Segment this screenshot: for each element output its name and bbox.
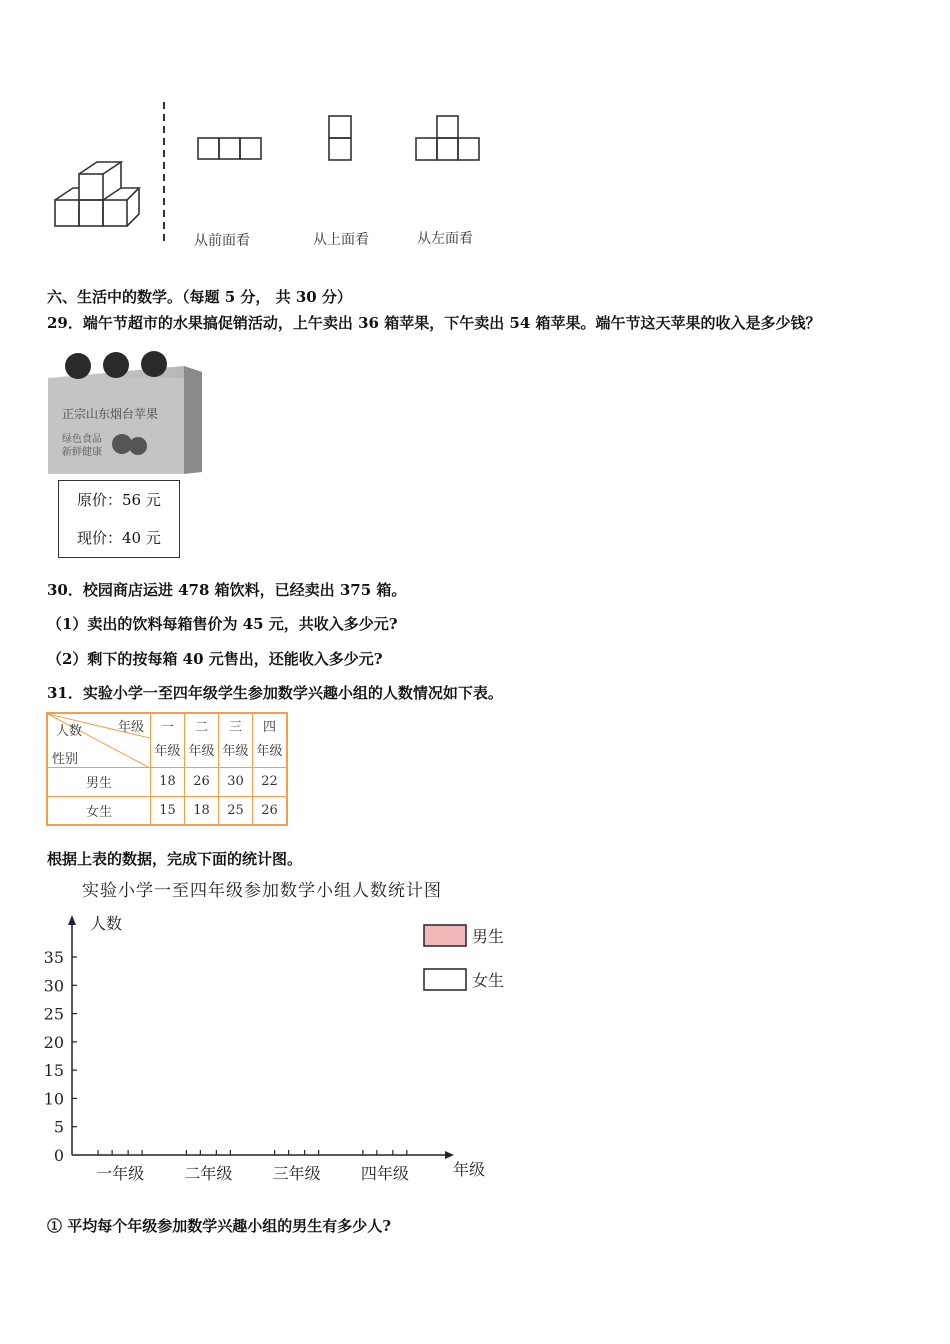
current-price: 现价：40 元 [77,529,161,547]
x-category-label: 四年级 [360,1164,409,1183]
corner-count: 人数 [56,724,83,739]
x-axis-arrow [445,1151,454,1159]
question-30-sub-2: （2）剩下的按每箱 40 元售出，还能收入多少元? [47,650,383,668]
original-price: 原价：56 元 [77,491,161,509]
legend-label: 男生 [472,927,505,946]
question-30: 30．校园商店运进 478 箱饮料，已经卖出 375 箱。 [47,581,407,599]
grade-header: 一 年级 [151,713,185,767]
question-31-part-1: ① 平均每个年级参加数学兴趣小组的男生有多少人? [47,1217,392,1235]
price-box [58,480,180,558]
table-corner-cell [47,713,151,767]
grade-header: 四 年级 [253,713,288,767]
legend-swatch [424,969,466,990]
table-cell: 22 [253,767,288,796]
left-view-label: 从左面看 [417,231,473,247]
y-tick-label: 5 [53,1117,64,1137]
table-cell: 18 [185,796,219,825]
apple-box-label-3: 新鲜健康 [62,447,102,458]
grade-header: 二 年级 [185,713,219,767]
question-30-sub-1: （1）卖出的饮料每箱售价为 45 元，共收入多少元? [47,615,398,633]
corner-gender: 性别 [52,752,79,767]
y-tick-label: 0 [53,1146,64,1165]
table-cell: 30 [219,767,253,796]
cube-stack-figure [50,100,160,235]
table-row [47,796,287,825]
table-cell: 18 [151,767,185,796]
row-label: 女生 [47,796,151,825]
section-heading: 六、生活中的数学。（每题 5 分， 共 30 分） [47,288,352,306]
row-label: 男生 [47,767,151,796]
apple-box-label-1: 正宗山东烟台苹果 [62,407,159,421]
left-view-shape [412,114,484,162]
y-tick-label: 20 [43,1032,64,1052]
y-axis-arrow [68,915,76,925]
chart-instruction: 根据上表的数据，完成下面的统计图。 [47,850,303,868]
table-cell: 15 [151,796,185,825]
table-row [47,767,287,796]
legend-label: 女生 [472,971,505,990]
grade-header: 三 年级 [219,713,253,767]
x-axis-label: 年级 [453,1160,486,1179]
table-cell: 26 [185,767,219,796]
front-view-shape [196,136,266,162]
x-category-label: 一年级 [96,1164,145,1183]
y-tick-label: 35 [43,948,64,967]
y-tick-label: 15 [43,1061,64,1081]
bar-chart [40,905,520,1195]
y-tick-label: 25 [43,1004,64,1024]
y-axis-label: 人数 [90,914,123,933]
corner-grade: 年级 [117,720,144,735]
x-category-label: 二年级 [184,1164,233,1183]
y-tick-label: 30 [43,976,64,996]
legend-swatch [424,925,466,946]
chart-title: 实验小学一至四年级参加数学小组人数统计图 [82,881,442,901]
front-view-label: 从前面看 [194,233,250,249]
x-category-label: 三年级 [272,1164,321,1183]
y-tick-label: 10 [43,1089,64,1109]
question-31: 31．实验小学一至四年级学生参加数学兴趣小组的人数情况如下表。 [47,684,503,702]
question-29: 29．端午节超市的水果搞促销活动，上午卖出 36 箱苹果，下午卖出 54 箱苹果。端午节这天苹果的收入是多少钱？ [47,314,821,332]
top-view-label: 从上面看 [313,232,369,248]
top-view-shape [327,114,355,162]
apple-box-label-2: 绿色食品 [62,434,102,445]
data-table [46,712,288,826]
divider-dashed-line [160,100,168,248]
table-cell: 26 [253,796,288,825]
table-cell: 25 [219,796,253,825]
